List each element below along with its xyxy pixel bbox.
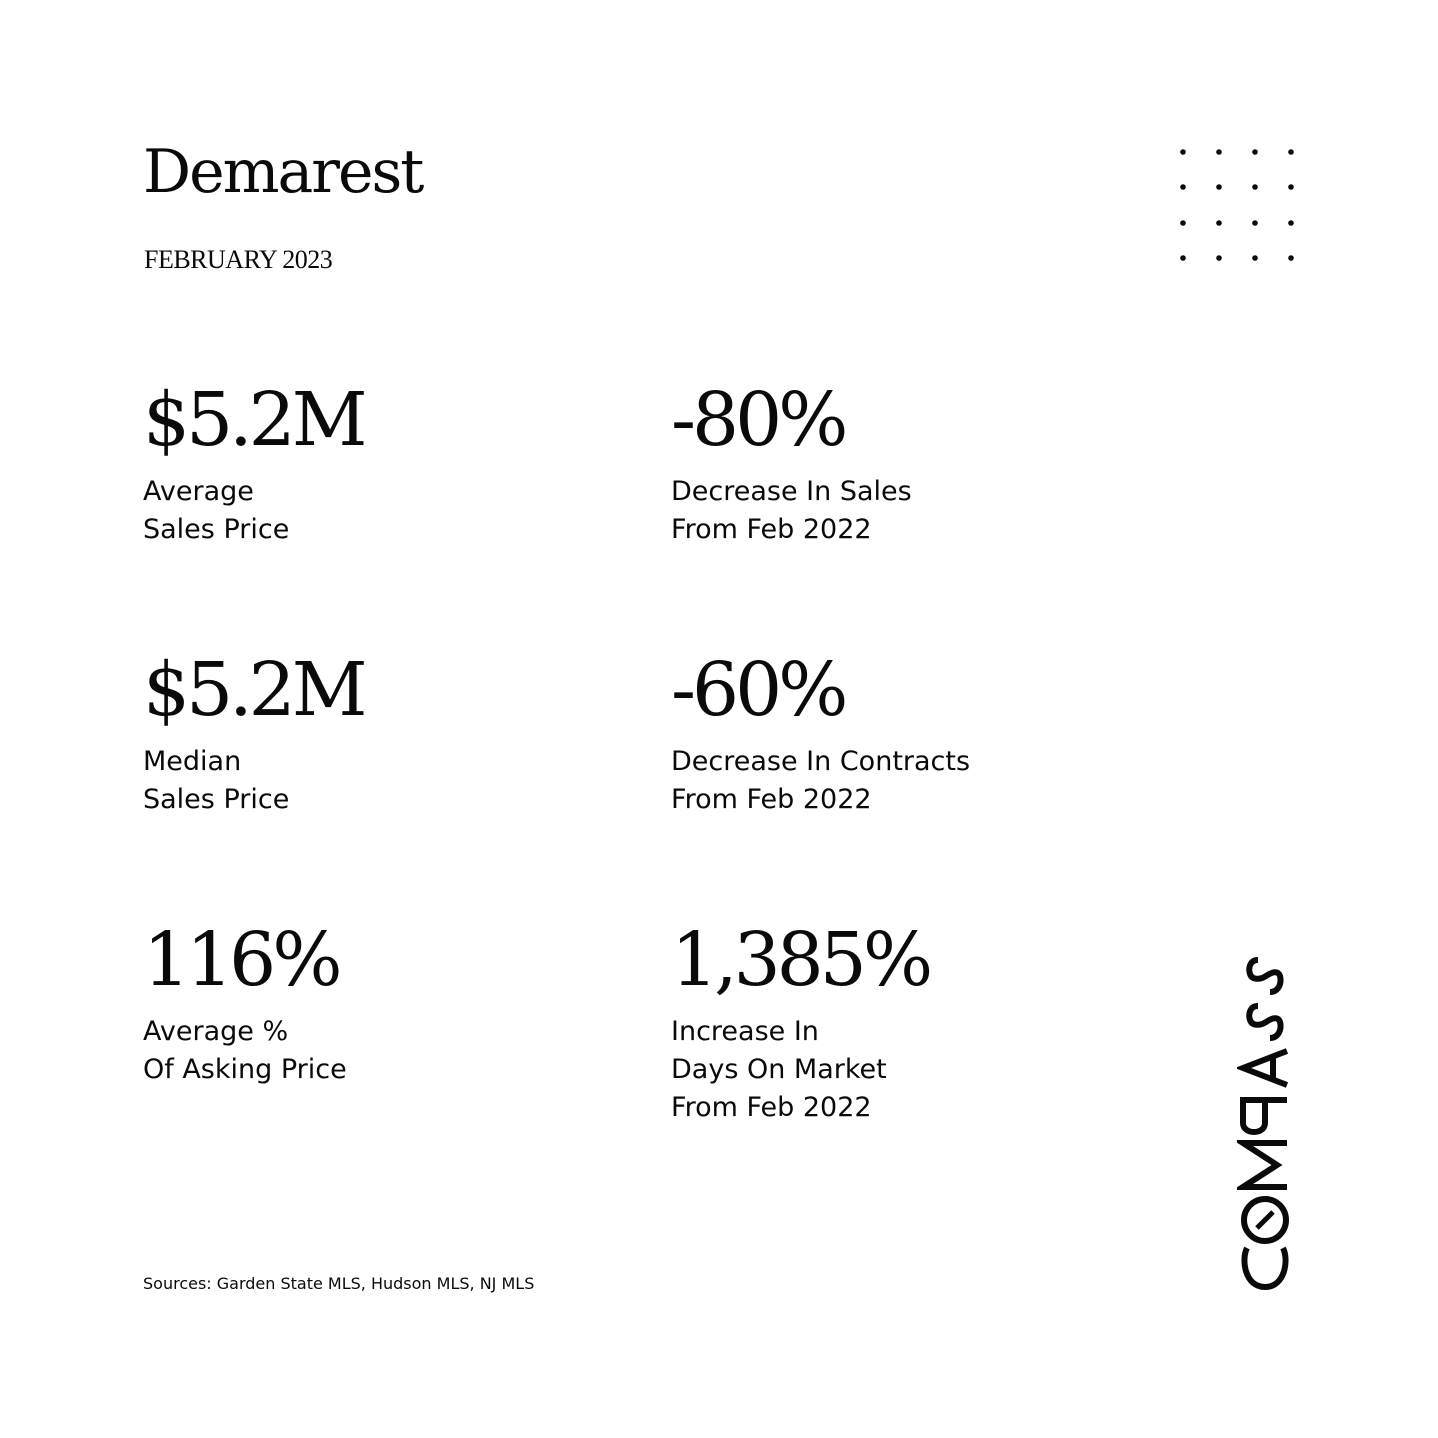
stat-label-line: Average % [143, 1016, 289, 1047]
stat-label-line: Sales Price [143, 784, 290, 815]
stat-label-line: Increase In [671, 1016, 819, 1047]
page-title: Demarest [143, 137, 423, 207]
stat-median-sales-price [143, 647, 364, 819]
stat-label-line: From Feb 2022 [671, 514, 872, 545]
stat-label-line: Sales Price [143, 514, 290, 545]
stat-label-line: Decrease In Contracts [671, 746, 971, 777]
stat-percent-of-asking [143, 917, 347, 1089]
stat-contracts-change [671, 647, 971, 819]
stat-value: 116% [143, 917, 339, 1003]
report-period: FEBRUARY 2023 [144, 245, 333, 274]
stat-label-line: From Feb 2022 [671, 784, 872, 815]
stat-value: 1,385% [671, 917, 930, 1003]
stat-value: $5.2M [143, 377, 364, 463]
stat-label-line: Days On Market [671, 1054, 887, 1085]
stat-label [143, 1013, 347, 1089]
sources-note: Sources: Garden State MLS, Hudson MLS, NJ MLS [143, 1274, 535, 1293]
stat-average-sales-price [143, 377, 364, 549]
stat-value: -60% [671, 647, 845, 733]
stat-label [143, 473, 364, 549]
stat-sales-change [671, 377, 912, 549]
stat-label-line: Median [143, 746, 242, 777]
stat-label [671, 743, 970, 819]
stat-label-line: Of Asking Price [143, 1054, 347, 1085]
stat-label-line: Average [143, 476, 254, 507]
stat-value: $5.2M [143, 647, 364, 733]
stat-label [671, 473, 912, 549]
stat-days-on-market-change [671, 917, 930, 1127]
stat-label-line: From Feb 2022 [671, 1092, 872, 1123]
dot-grid-decoration [1178, 147, 1296, 263]
compass-logo [1237, 955, 1293, 1295]
stat-value: -80% [671, 377, 845, 463]
stat-label [671, 1013, 929, 1127]
stat-label [143, 743, 364, 819]
stat-label-line: Decrease In Sales [671, 476, 912, 507]
